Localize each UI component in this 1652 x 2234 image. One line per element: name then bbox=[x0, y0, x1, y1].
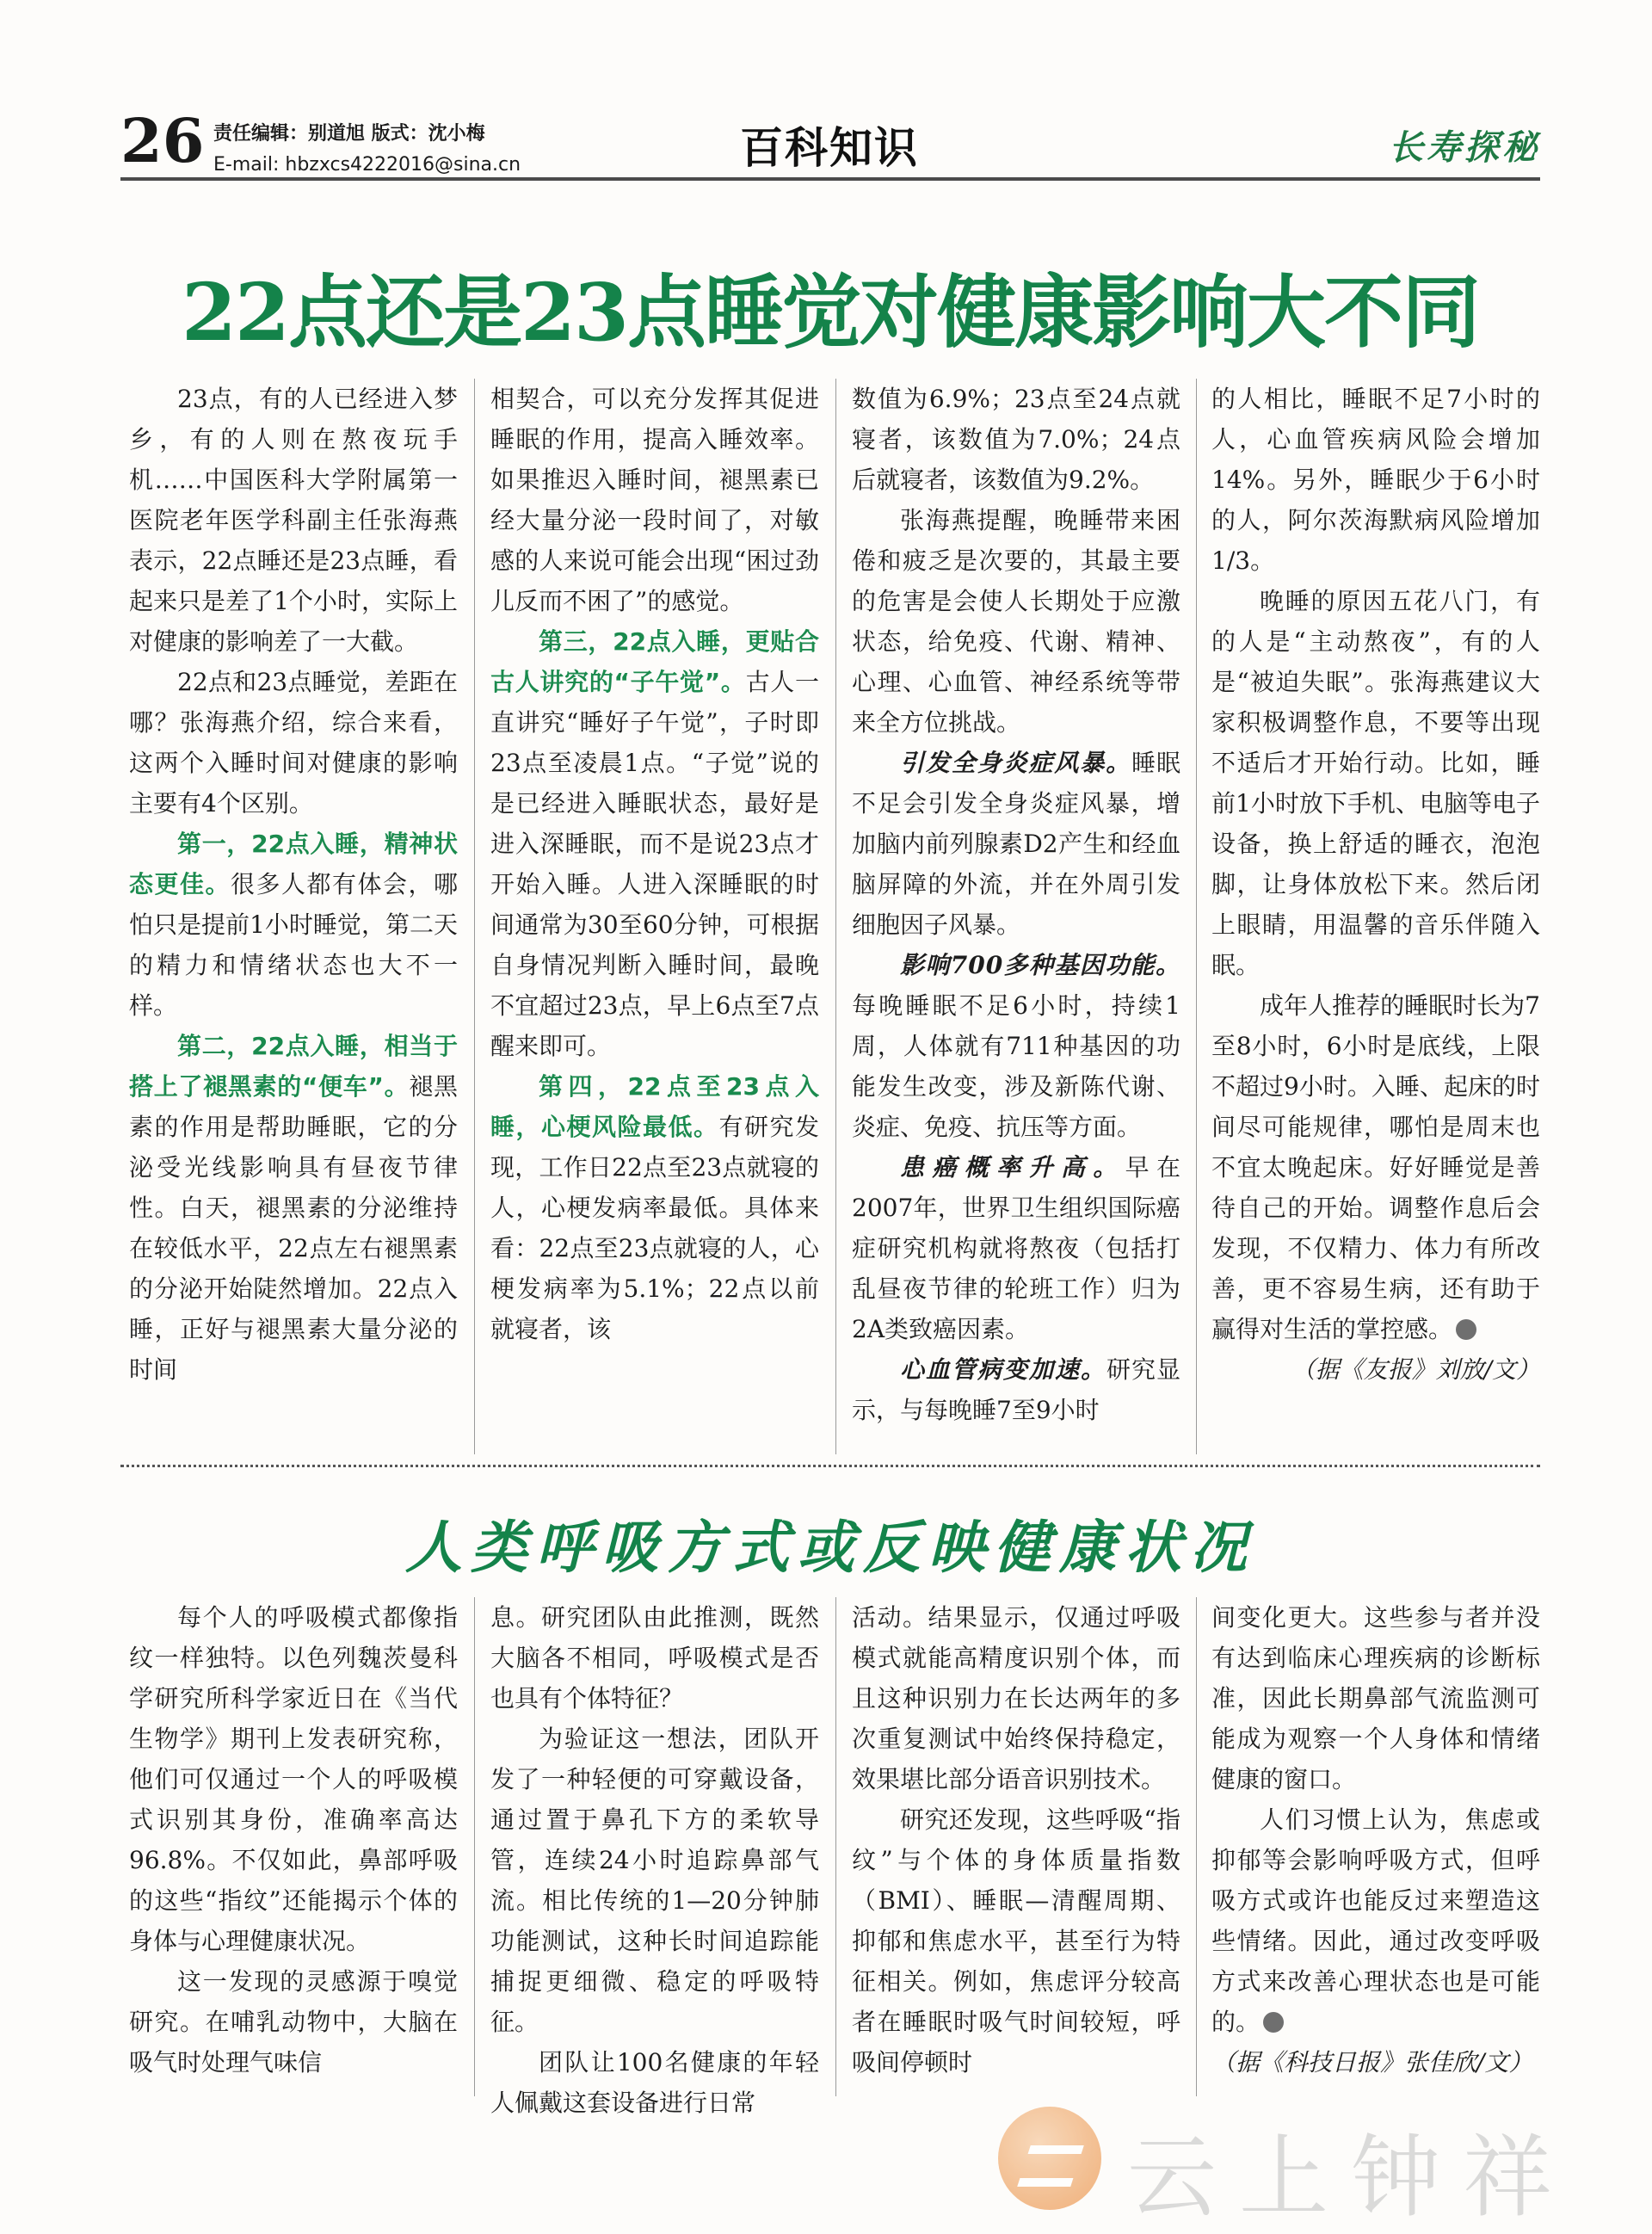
article1-column-3 bbox=[852, 379, 1180, 1430]
paragraph bbox=[490, 621, 819, 1066]
article1-column-1 bbox=[129, 379, 458, 1390]
subheading: 第三，22点入睡，更贴合古人讲究的“子午觉”。 bbox=[490, 627, 819, 696]
subheading: 患癌概率升高。 bbox=[900, 1153, 1125, 1182]
paragraph bbox=[129, 1026, 458, 1390]
editor-line: 责任编辑：别道旭 版式：沈小梅 bbox=[213, 123, 485, 145]
paragraph: 团队让100名健康的年轻人佩戴这套设备进行日常 bbox=[490, 2048, 819, 2117]
article1-body bbox=[129, 379, 1540, 1454]
end-mark-icon bbox=[1456, 1319, 1476, 1340]
editor-info bbox=[213, 119, 521, 181]
page-header bbox=[120, 105, 1540, 181]
paragraph bbox=[852, 1147, 1180, 1349]
column-rule bbox=[474, 1597, 475, 2096]
paragraph: 晚睡的原因五花八门，有的人是“主动熬夜”，有的人是“被迫失眠”。张海燕建议大家积极调整作息，不要等出现不适后才开始行动。比如，睡前1小时放下手机、电脑等电子设备，换上舒适的睡衣，泡泡脚，让身体放松下来。然后闭上眼睛，用温馨的音乐伴随入眠。 bbox=[1211, 587, 1540, 979]
paragraph: 22点和23点睡觉，差距在哪？张海燕介绍，综合来看，这两个入睡时间对健康的影响主要有4个区别。 bbox=[129, 668, 458, 818]
subheading: 引发全身炎症风暴。 bbox=[900, 749, 1132, 777]
paragraph: 数值为6.9%；23点至24点就寝者，该数值为7.0%；24点后就寝者，该数值为9.2%。 bbox=[852, 385, 1180, 494]
article2-headline: 人类呼吸方式或反映健康状况 bbox=[405, 1514, 1255, 1581]
page-number: 26 bbox=[120, 105, 205, 176]
paragraph bbox=[852, 945, 1180, 1147]
paragraph bbox=[852, 1349, 1180, 1430]
paragraph: 为验证这一想法，团队开发了一种轻便的可穿戴设备，通过置于鼻孔下方的柔软导管，连续24小时追踪鼻部气流。相比传统的1—20分钟肺功能测试，这种长时间追踪能捕捉更细微、稳定的呼吸特征。 bbox=[490, 1725, 819, 2036]
byline: （据《友报》刘放/文） bbox=[1291, 1355, 1540, 1384]
section-title: 百科知识 bbox=[740, 123, 919, 173]
subheading: 影响700多种基因功能。 bbox=[900, 951, 1180, 979]
paragraph: 研究还发现，这些呼吸“指纹”与个体的身体质量指数（BMI）、睡眠—清醒周期、抑郁和焦虑水平，甚至行为特征相关。例如，焦虑评分较高者在睡眠时吸气时间较短，呼吸间停顿时 bbox=[852, 1805, 1180, 2077]
byline: （据《科技日报》张佳欣/文） bbox=[1211, 2048, 1533, 2077]
paragraph-text: 早在2007年，世界卫生组织国际癌症研究机构就将熬夜（包括打乱昼夜节律的轮班工作）归为2A类致癌因素。 bbox=[852, 1153, 1180, 1343]
column-rule bbox=[1196, 1597, 1197, 2096]
paragraph bbox=[490, 1066, 819, 1349]
subheading: 第一，22点入睡，精神状态更佳。 bbox=[129, 830, 458, 898]
column-rule bbox=[835, 1597, 836, 2096]
paragraph: 息。研究团队由此推测，既然大脑各不相同，呼吸模式是否也具有个体特征？ bbox=[490, 1603, 819, 1713]
paragraph bbox=[1211, 1799, 1540, 2042]
paragraph-text: 成年人推荐的睡眠时长为7至8小时，6小时是底线，上限不超过9小时。入睡、起床的时间尽可能规律，哪怕是周末也不宜太晚起床。好好睡觉是善待自己的开始。调整作息后会发现，不仅精力、体力有所改善，更不容易生病，还有助于赢得对生活的掌控感。 bbox=[1211, 991, 1540, 1343]
subheading: 第二，22点入睡，相当于搭上了褪黑素的“便车”。 bbox=[129, 1032, 458, 1101]
article2-column-2 bbox=[490, 1597, 819, 2123]
watermark bbox=[998, 2100, 1652, 2230]
column-rule bbox=[474, 379, 475, 1454]
paragraph bbox=[129, 824, 458, 1026]
paragraph bbox=[852, 743, 1180, 945]
paragraph-text: 研究显示，与每晚睡7至9小时 bbox=[852, 1355, 1180, 1424]
column-rule bbox=[1196, 379, 1197, 1454]
watermark-text: 云上钟祥 bbox=[1127, 2125, 1575, 2230]
paragraph-text: 褪黑素的作用是帮助睡眠，它的分泌受光线影响具有昼夜节律性。白天，褪黑素的分泌维持在较低水平，22点左右褪黑素的分泌开始陡然增加。22点入睡，正好与褪黑素大量分泌的时间 bbox=[129, 1072, 458, 1384]
brand-logo: 长寿探秘 bbox=[1389, 127, 1540, 168]
article-divider bbox=[120, 1465, 1540, 1467]
article2-column-1 bbox=[129, 1597, 458, 2083]
paragraph-text: 古人一直讲究“睡好子午觉”，子时即23点至凌晨1点。“子觉”说的是已经进入睡眠状态，最好是进入深睡眠，而不是说23点才开始入睡。人进入深睡眠的时间通常为30至60分钟，可根据自身情况判断入睡时间，最晚不宜超过23点，早上6点至7点醒来即可。 bbox=[490, 668, 819, 1060]
paragraph-text: 有研究发现，工作日22点至23点就寝的人，心梗发病率最低。具体来看：22点至23点就寝的人，心梗发病率为5.1%；22点以前就寝者，该 bbox=[490, 1113, 819, 1343]
yunshang-logo-icon bbox=[998, 2107, 1101, 2210]
article1-column-2 bbox=[490, 379, 819, 1349]
subheading: 心血管病变加速。 bbox=[900, 1355, 1106, 1384]
article2-column-4 bbox=[1211, 1597, 1540, 2083]
paragraph: 的人相比，睡眠不足7小时的人，心血管疾病风险会增加14%。另外，睡眠少于6小时的人，阿尔茨海默病风险增加1/3。 bbox=[1211, 385, 1540, 575]
paragraph: 23点，有的人已经进入梦乡，有的人则在熬夜玩手机……中国医科大学附属第一医院老年医学科副主任张海燕表示，22点睡还是23点睡，看起来只是差了1个小时，实际上对健康的影响差了一大截。 bbox=[129, 385, 458, 656]
paragraph: 张海燕提醒，晚睡带来困倦和疲乏是次要的，其最主要的危害是会使人长期处于应激状态，给免疫、代谢、精神、心理、心血管、神经系统等带来全方位挑战。 bbox=[852, 506, 1180, 737]
paragraph-text: 每晚睡眠不足6小时，持续1周，人体就有711种基因的功能发生改变，涉及新陈代谢、炎症、免疫、抗压等方面。 bbox=[852, 991, 1180, 1141]
paragraph-text: 很多人都有体会，哪怕只是提前1小时睡觉，第二天的精力和情绪状态也大不一样。 bbox=[129, 870, 458, 1020]
article1-column-4 bbox=[1211, 379, 1540, 1390]
article2-column-3 bbox=[852, 1597, 1180, 2083]
paragraph-text: 睡眠不足会引发全身炎症风暴，增加脑内前列腺素D2产生和经血脑屏障的外流，并在外周引发细胞因子风暴。 bbox=[852, 749, 1180, 939]
paragraph: 每个人的呼吸模式都像指纹一样独特。以色列魏茨曼科学研究所科学家近日在《当代生物学》期刊上发表研究称，他们可仅通过一个人的呼吸模式识别其身份，准确率高达96.8%。不仅如此，鼻部呼吸的这些“指纹”还能揭示个体的身体与心理健康状况。 bbox=[129, 1603, 458, 1955]
end-mark-icon bbox=[1263, 2012, 1284, 2033]
email-line: E-mail: hbzxcs4222016@sina.cn bbox=[213, 154, 521, 176]
paragraph-text: 人们习惯上认为，焦虑或抑郁等会影响呼吸方式，但呼吸方式或许也能反过来塑造这些情绪。因此，通过改变呼吸方式来改善心理状态也是可能的。 bbox=[1211, 1805, 1540, 2036]
header-rule bbox=[120, 177, 1540, 181]
subheading: 第四，22点至23点入睡，心梗风险最低。 bbox=[490, 1072, 819, 1141]
article1-headline: 22点还是23点睡觉对健康影响大不同 bbox=[181, 266, 1480, 359]
paragraph bbox=[1211, 985, 1540, 1349]
paragraph: 相契合，可以充分发挥其促进睡眠的作用，提高入睡效率。如果推迟入睡时间，褪黑素已经大量分泌一段时间了，对敏感的人来说可能会出现“困过劲儿反而不困了”的感觉。 bbox=[490, 385, 819, 615]
paragraph: 活动。结果显示，仅通过呼吸模式就能高精度识别个体，而且这种识别力在长达两年的多次重复测试中始终保持稳定，效果堪比部分语音识别技术。 bbox=[852, 1603, 1180, 1793]
article2-body bbox=[129, 1597, 1540, 2117]
paragraph: 间变化更大。这些参与者并没有达到临床心理疾病的诊断标准，因此长期鼻部气流监测可能成为观察一个人身体和情绪健康的窗口。 bbox=[1211, 1603, 1540, 1793]
column-rule bbox=[835, 379, 836, 1454]
paragraph: 这一发现的灵感源于嗅觉研究。在哺乳动物中，大脑在吸气时处理气味信 bbox=[129, 1967, 458, 2077]
